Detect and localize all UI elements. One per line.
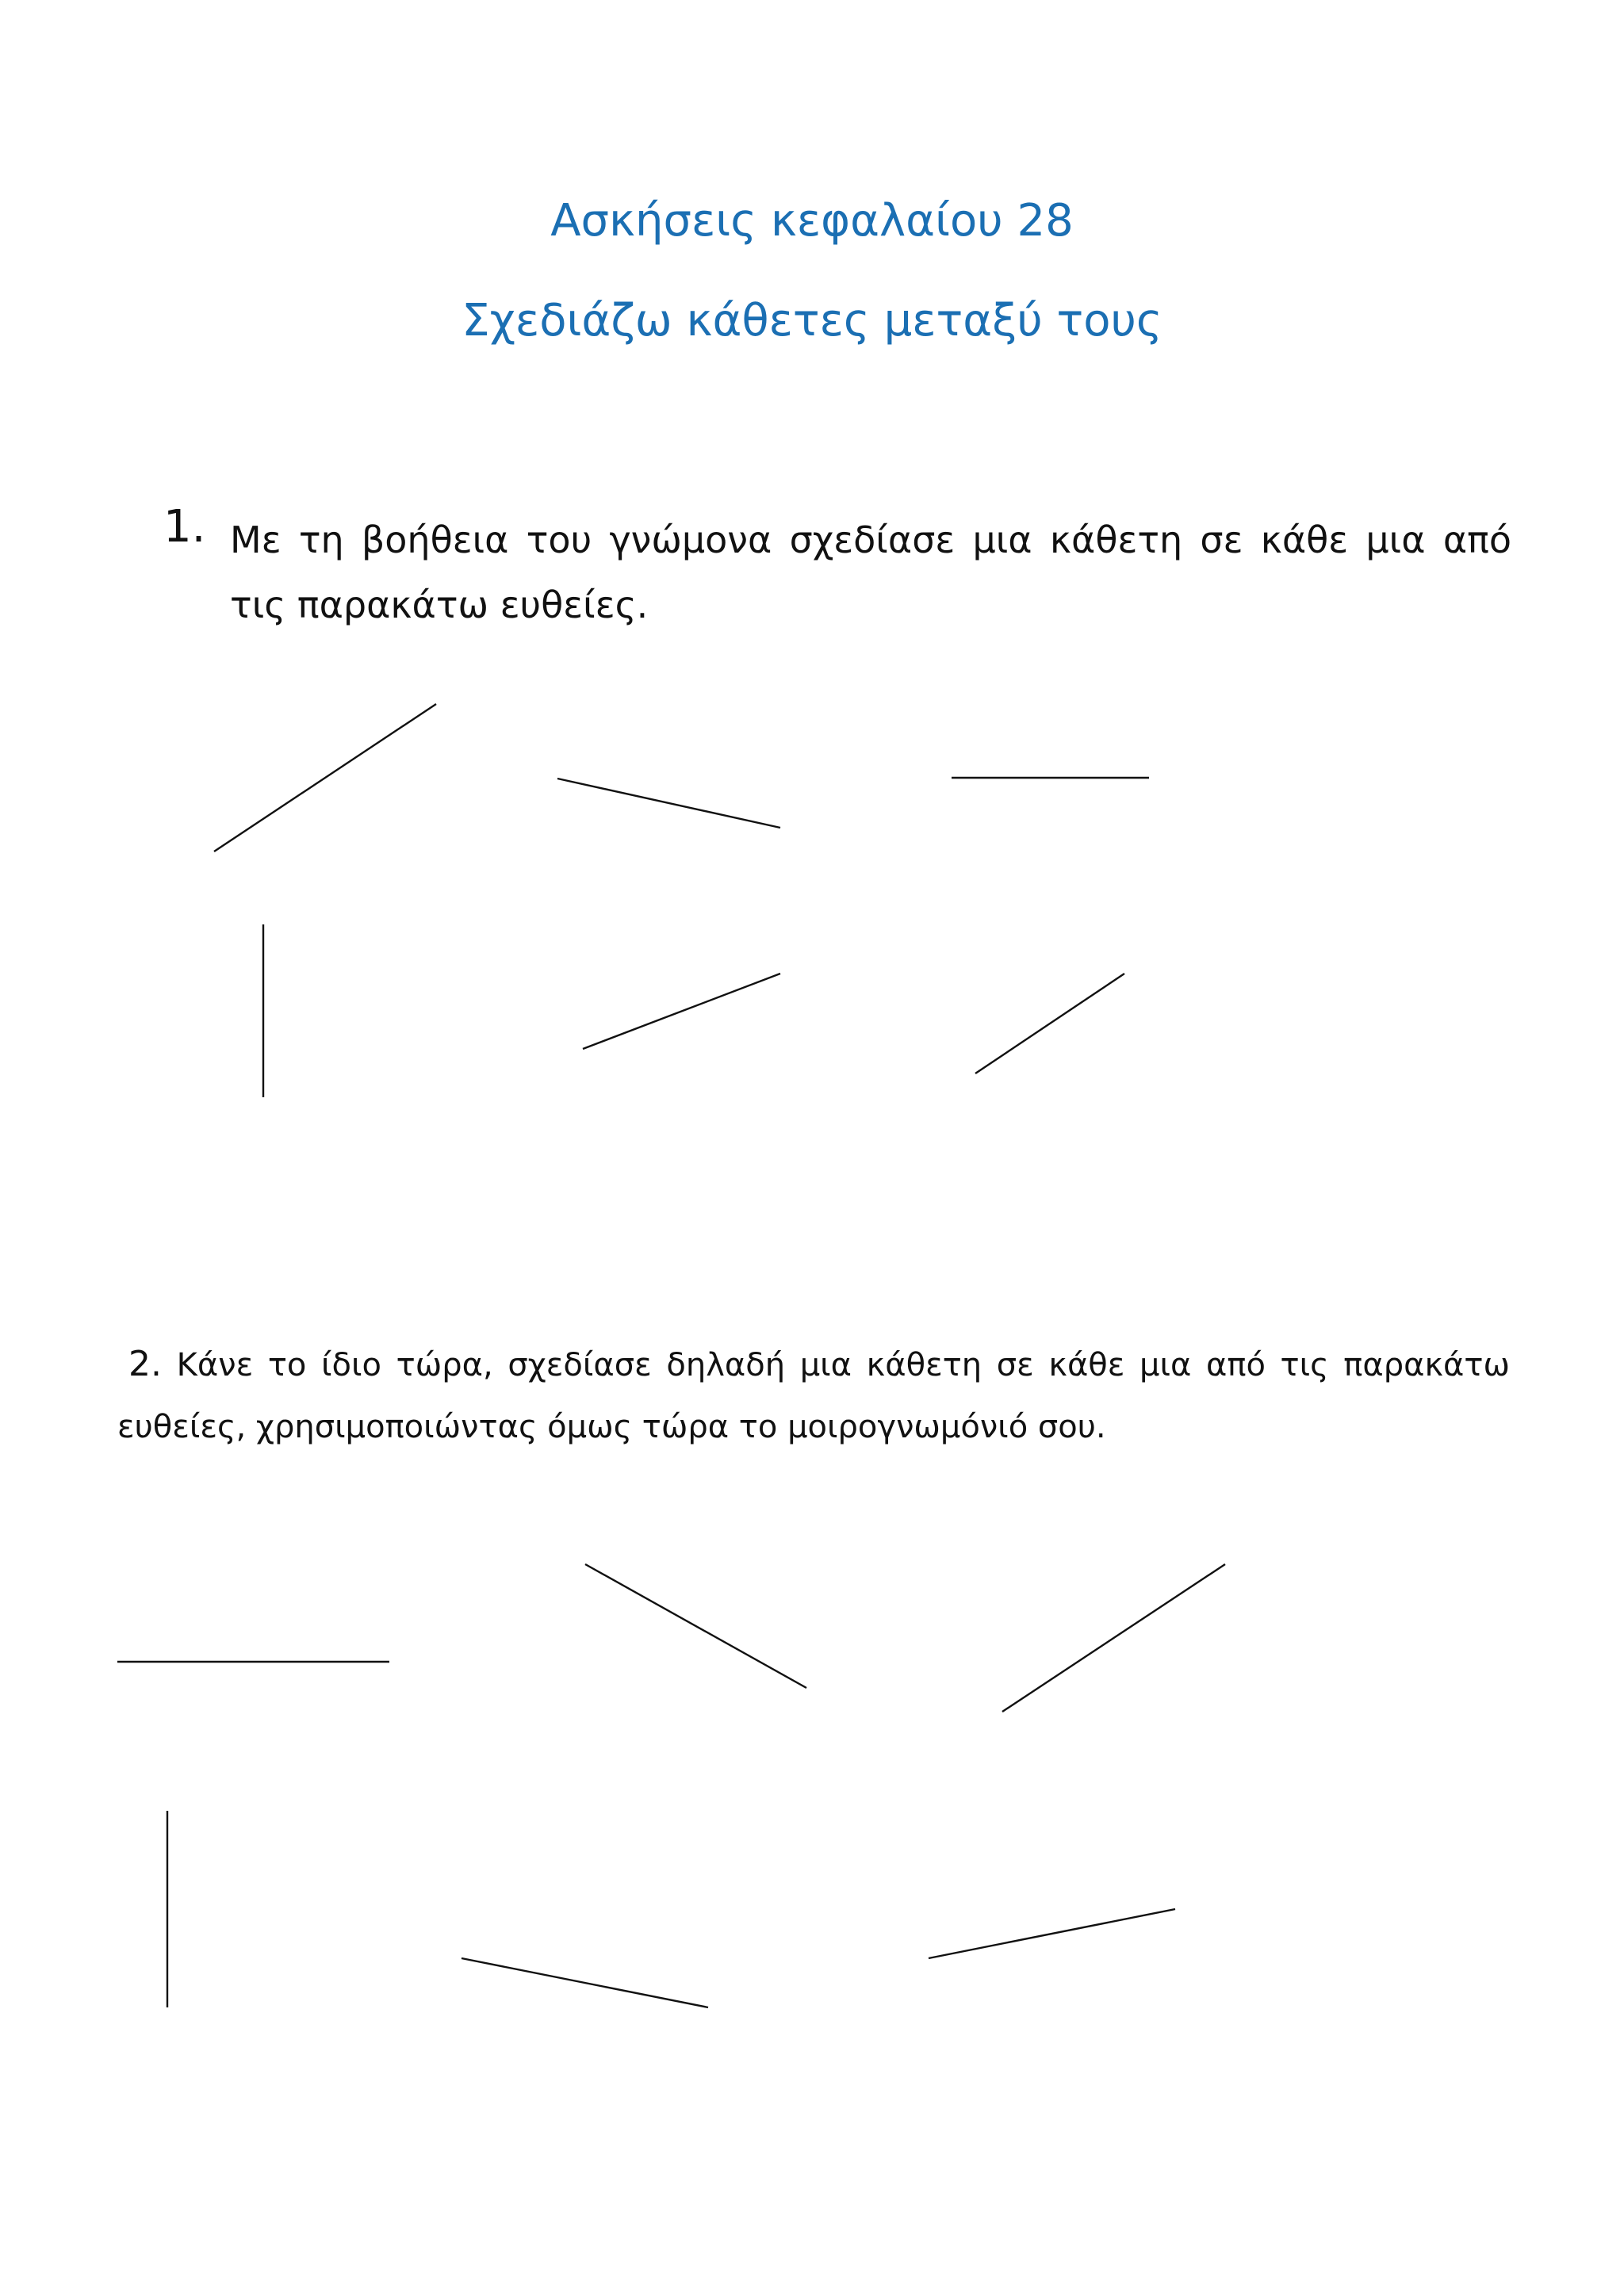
exercise-1-text: Με τη βοήθεια του γνώμονα σχεδίασε μια κάθετη σε κάθε μια από τις παρακάτω ευθείες. — [230, 519, 1511, 626]
ex1-line-6 — [975, 974, 1124, 1073]
ex2-line-2 — [585, 1564, 806, 1688]
ex1-line-1 — [214, 704, 436, 851]
ex1-line-2 — [557, 779, 780, 828]
ex2-line-3 — [1002, 1564, 1225, 1712]
exercise-2-number: 2. — [128, 1344, 162, 1384]
exercise-2-text: Κάνε το ίδιο τώρα, σχεδίασε δηλαδή μια κάθετη σε κάθε μια από τις παρακάτω ευθείες, χρησιμοποιώντας όμως τώρα το μοιρογνωμόνιό σου. — [117, 1347, 1511, 1445]
page-subtitle: Σχεδιάζω κάθετες μεταξύ τους — [462, 295, 1162, 346]
ex1-line-5 — [583, 974, 780, 1049]
page-title: Ασκήσεις κεφαλαίου 28 — [550, 195, 1074, 247]
exercise-1-number: 1. — [163, 501, 206, 553]
ex2-line-6 — [929, 1909, 1175, 1958]
ex2-line-5 — [462, 1958, 708, 2007]
